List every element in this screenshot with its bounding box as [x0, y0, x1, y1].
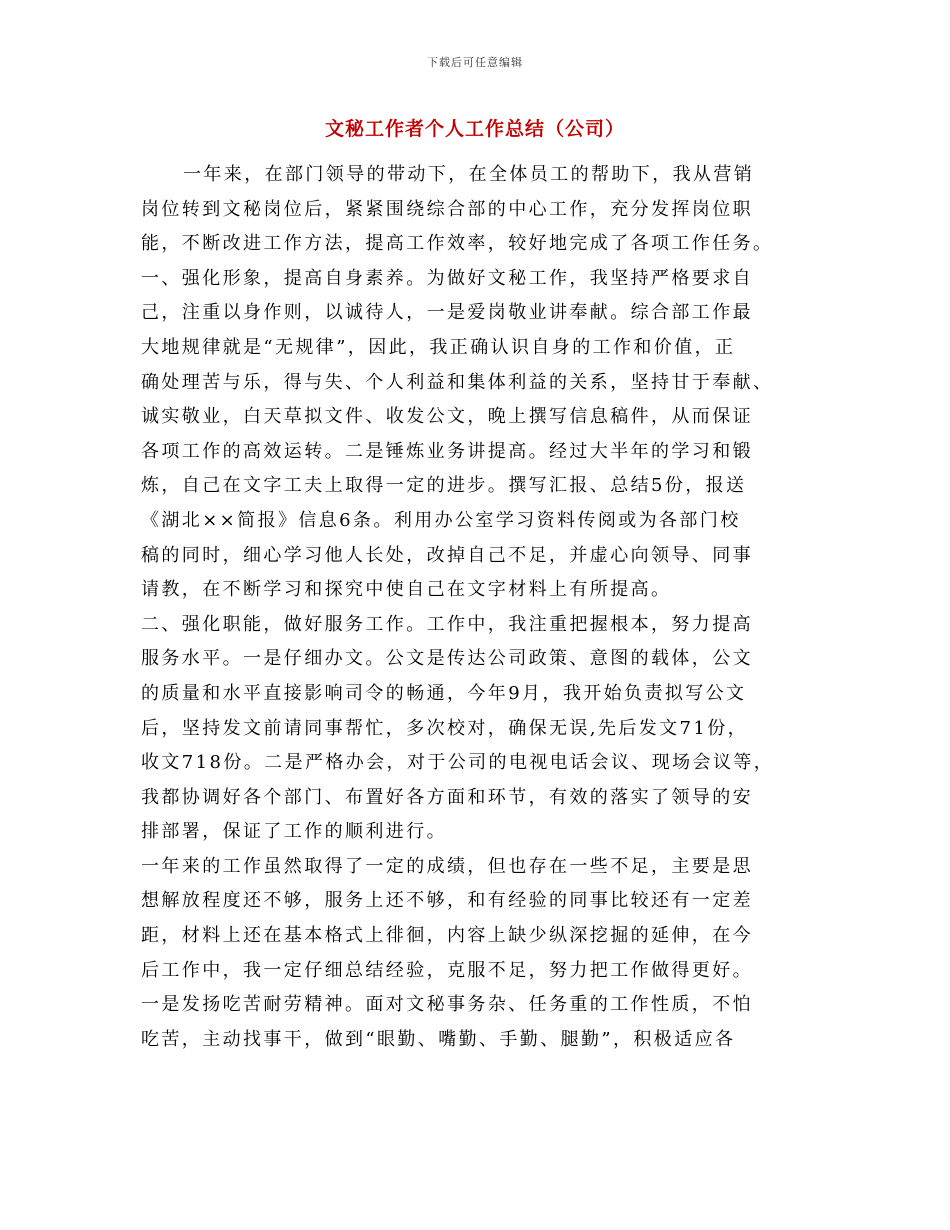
body-line: 《湖北××简报》信息6条。利用办公室学习资料传阅或为各部门校: [141, 509, 741, 531]
body-line: 诚实敬业，白天草拟文件、收发公文，晚上撰写信息稿件，从而保证: [141, 406, 753, 428]
document-body: [141, 158, 809, 1057]
body-line: 炼，自己在文字工夫上取得一定的进步。撰写汇报、总结5份，报送: [141, 475, 747, 497]
body-line: 想解放程度还不够，服务上还不够，和有经验的同事比较还有一定差: [141, 890, 753, 912]
document-title: 文秘工作者个人工作总结（公司）: [324, 118, 625, 140]
body-line: 一年来的工作虽然取得了一定的成绩，但也存在一些不足，主要是思: [141, 855, 753, 877]
body-line: 请教，在不断学习和探究中使自己在文字材料上有所提高。: [141, 579, 672, 601]
body-line: 能，不断改进工作方法，提高工作效率，较好地完成了各项工作任务。: [141, 233, 774, 255]
body-line: 一是发扬吃苦耐劳精神。面对文秘事务杂、任务重的工作性质，不怕: [141, 994, 753, 1016]
body-line: 吃苦，主动找事干，做到“眼勤、嘴勤、手勤、腿勤”，积极适应各: [141, 1028, 736, 1050]
body-line: 一、强化形象，提高自身素养。为做好文秘工作，我坚持严格要求自: [141, 267, 753, 289]
body-line: 收文718份。二是严格办会，对于公司的电视电话会议、现场会议等，: [141, 752, 775, 774]
body-line: 服务水平。一是仔细办文。公文是传达公司政策、意图的载体，公文: [141, 648, 753, 670]
body-line: 排部署，保证了工作的顺利进行。: [141, 821, 447, 843]
body-line: 一年来，在部门领导的带动下，在全体员工的帮助下，我从营销: [183, 164, 755, 185]
body-line: 二、强化职能，做好服务工作。工作中，我注重把握根本，努力提高: [141, 613, 753, 635]
body-line: 各项工作的高效运转。二是锤炼业务讲提高。经过大半年的学习和锻: [141, 440, 753, 462]
body-line: 的质量和水平直接影响司令的畅通，今年9月，我开始负责拟写公文: [141, 682, 747, 704]
body-line: 确处理苦与乐，得与失、个人利益和集体利益的关系，坚持甘于奉献、: [141, 371, 774, 393]
header-note: 下载后可任意编辑: [427, 56, 523, 69]
body-line: 岗位转到文秘岗位后，紧紧围绕综合部的中心工作，充分发挥岗位职: [141, 198, 753, 220]
body-line: 稿的同时，细心学习他人长处，改掉自己不足，并虚心向领导、同事: [141, 544, 753, 566]
body-line: 我都协调好各个部门、布置好各方面和环节，有效的落实了领导的安: [141, 786, 753, 808]
body-line: 距，材料上还在基本格式上徘徊，内容上缺少纵深挖掘的延伸，在今: [141, 925, 753, 947]
body-line: 己，注重以身作则，以诚待人，一是爱岗敬业讲奉献。综合部工作最: [141, 302, 753, 324]
body-line: 大地规律就是“无规律”，因此，我正确认识自身的工作和价值，正: [141, 336, 736, 358]
body-line: 后工作中，我一定仔细总结经验，克服不足，努力把工作做得更好。: [141, 959, 753, 981]
body-line: 后，坚持发文前请同事帮忙，多次校对，确保无误,先后发文71份，: [141, 717, 749, 739]
